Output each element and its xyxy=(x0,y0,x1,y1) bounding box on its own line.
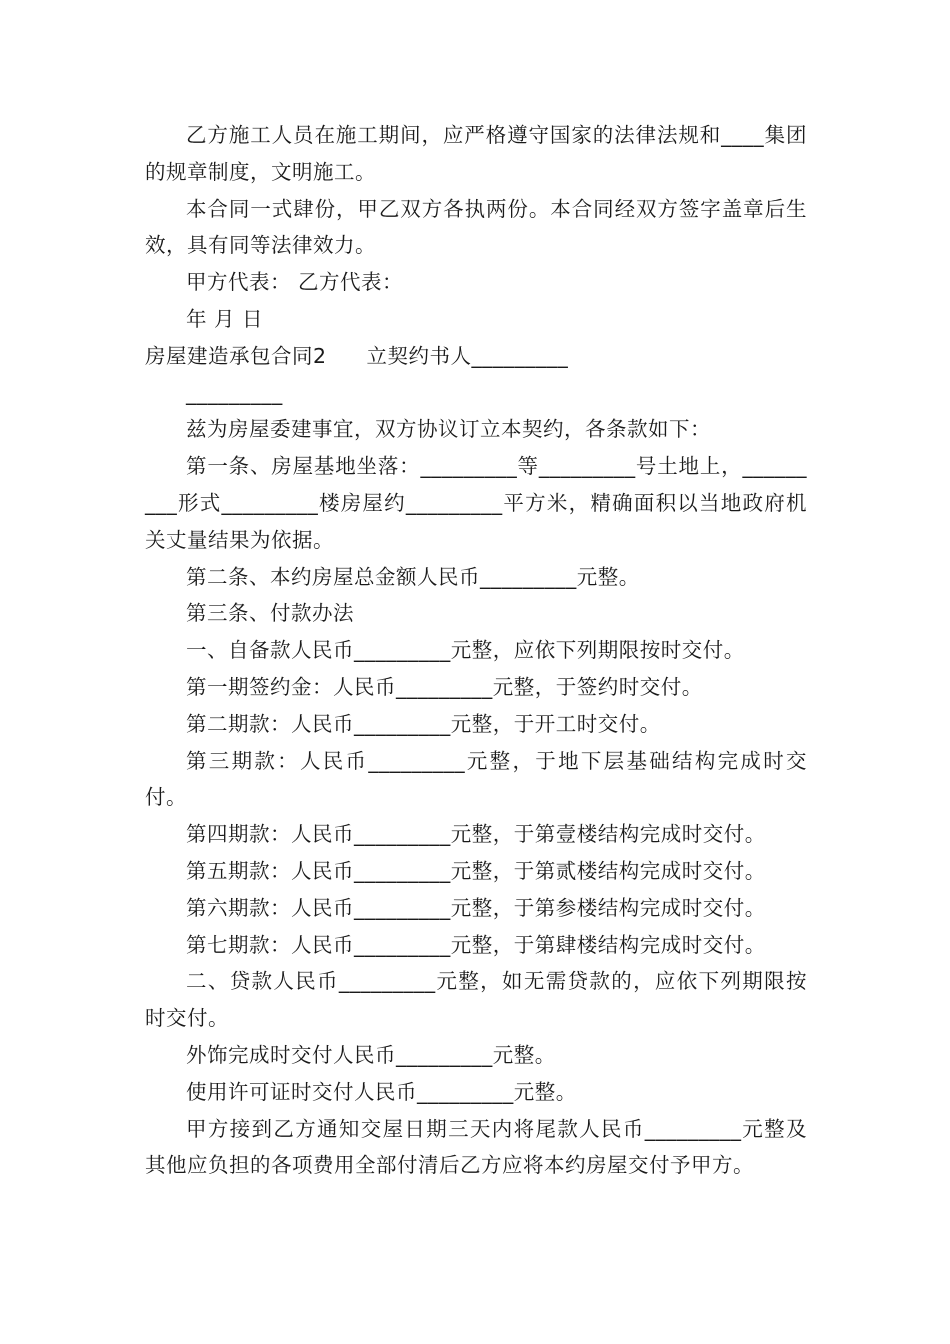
loan-clause: 二、贷款人民币_________元整，如无需贷款的，应依下列期限按时交付。 xyxy=(145,969,807,1031)
paragraph-representatives: 甲方代表： 乙方代表： xyxy=(186,270,404,295)
installment-7: 第七期款：人民币_________元整，于第肆楼结构完成时交付。 xyxy=(186,932,766,957)
final-payment-clause: 甲方接到乙方通知交屋日期三天内将尾款人民币_________元整及其他应负担的各项费用全部付清后乙方应将本约房屋交付予甲方。 xyxy=(145,1116,807,1178)
paragraph-blank-line: _________ xyxy=(186,380,283,405)
contract-title: 房屋建造承包合同2 xyxy=(145,343,327,368)
installment-6: 第六期款：人民币_________元整，于第参楼结构完成时交付。 xyxy=(186,895,766,920)
installment-4: 第四期款：人民币_________元整，于第壹楼结构完成时交付。 xyxy=(186,822,766,847)
section-heading xyxy=(145,338,807,375)
article-2: 第二条、本约房屋总金额人民币_________元整。 xyxy=(186,564,640,589)
paragraph-construction-conduct: 乙方施工人员在施工期间，应严格遵守国家的法律法规和____集团的规章制度，文明施工。 xyxy=(145,123,807,184)
use-permit-payment: 使用许可证时交付人民币_________元整。 xyxy=(186,1079,577,1104)
article-1: 第一条、房屋基地坐落：_________等_________号土地上，_________形式_________楼房屋约_________平方米，精确面积以当地政府机关丈量结果为依据。 xyxy=(145,454,807,552)
paragraph-copies: 本合同一式肆份，甲乙双方各执两份。本合同经双方签字盖章后生效，具有同等法律效力。 xyxy=(145,196,807,258)
installment-2: 第二期款：人民币_________元整，于开工时交付。 xyxy=(186,711,661,736)
paragraph-intro: 兹为房屋委建事宜，双方协议订立本契约，各条款如下： xyxy=(186,417,711,442)
installment-1: 第一期签约金：人民币_________元整，于签约时交付。 xyxy=(186,674,703,699)
installment-3: 第三期款：人民币_________元整，于地下层基础结构完成时交付。 xyxy=(145,748,807,810)
article-3-heading: 第三条、付款办法 xyxy=(186,601,354,626)
paragraph-date: 年 月 日 xyxy=(186,306,264,331)
installment-5: 第五期款：人民币_________元整，于第贰楼结构完成时交付。 xyxy=(186,858,766,883)
document-body xyxy=(145,117,807,1184)
exterior-finish-payment: 外饰完成时交付人民币_________元整。 xyxy=(186,1042,556,1067)
own-funds-clause: 一、自备款人民币_________元整，应依下列期限按时交付。 xyxy=(186,638,745,663)
contracting-party-line: 立契约书人_________ xyxy=(366,343,569,368)
